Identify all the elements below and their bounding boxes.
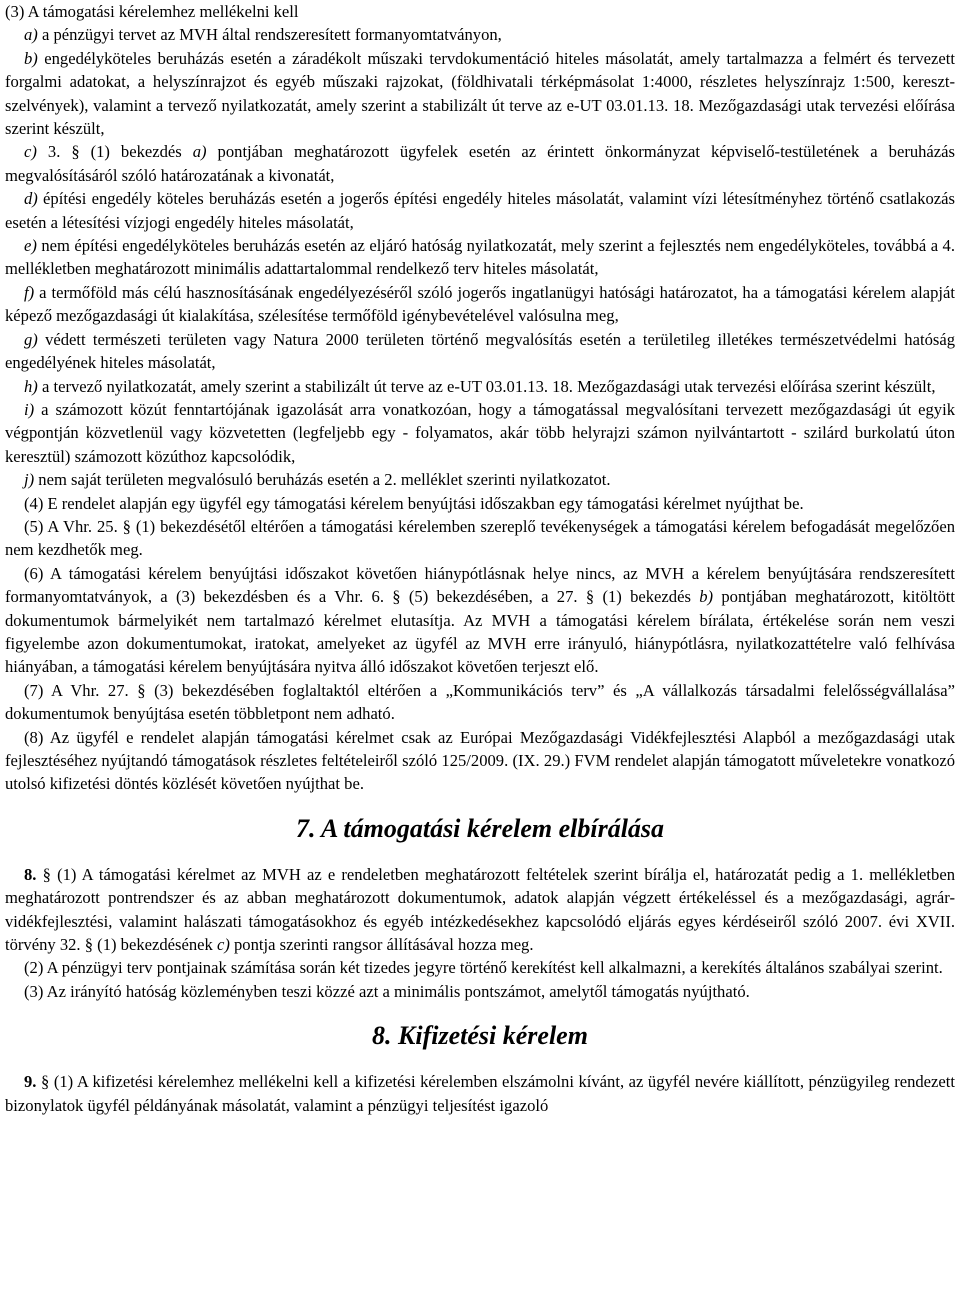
paragraph	[5, 234, 955, 281]
paragraph	[5, 863, 955, 957]
item-marker: g)	[24, 329, 38, 349]
item-marker: j)	[24, 470, 35, 490]
paragraph-text: pontjában meghatározott ügyfelek esetén az érintett önkormányzat képviselő-testületének a beruházás megvalósításáról szóló határozatának a kivonatát,	[5, 142, 955, 185]
paragraph-text: (3) A támogatási kérelemhez mellékelni kell	[5, 2, 299, 21]
paragraph-text: 3. § (1) bekezdés	[36, 142, 193, 162]
paragraph	[5, 328, 955, 375]
paragraph-text: védett természeti területen vagy Natura 2000 területen történő megvalósítás esetén a területileg illetékes természetvédelmi hatóság engedélyének hiteles másolatát,	[5, 329, 955, 373]
paragraph-text: (3) Az irányító hatóság közleményben teszi közzé azt a minimális pontszámot, amelytől támogatás nyújtható.	[24, 981, 750, 1001]
section-number: 9.	[24, 1072, 37, 1092]
paragraph-text: § (1) A támogatási kérelmet az MVH az e rendeletben meghatározott feltételek szerint bírálja el, határozatát pedig a 1. mellékletben meghatározott pontrendszer és az abban meghatározott dokumentumok, adatok alapján végzett értékeléssel és a mezőgazdasági, agrár-vidékfejlesztési, valamint halászati támogatásokhoz és egyéb intézkedésekhez kapcsolódó eljárás egyes kérdéseiről szóló 2007. évi XVII. törvény 32. § (1) bekezdésének	[5, 864, 955, 955]
paragraph	[5, 468, 955, 491]
paragraph-text: nem építési engedélyköteles beruházás esetén az eljáró hatóság nyilatkozatát, mely szerint a fejlesztés nem engedélyköteles, továbbá a 4. mellékletben meghatározott minimális adattartalommal rendelkező terv hiteles másolatát,	[5, 236, 955, 279]
paragraph-text: a termőföld más célú hasznosításának engedélyezéséről szóló jogerős ingatlanügyi hatósági határozatot, ha a támogatási kérelem alapját képező mezőgazdasági út kialakítása, szélesítése termőföld igénybevételével valósulna meg,	[5, 282, 955, 326]
paragraph-text: (5) A Vhr. 25. § (1) bekezdésétől eltérően a támogatási kérelemben szereplő tevékenységek a támogatási kérelem befogadását megelőzően nem kezdhetők meg.	[5, 516, 955, 560]
paragraph	[5, 562, 955, 679]
paragraph-text: (7) A Vhr. 27. § (3) bekezdésében foglaltaktól eltérően a „Kommunikációs terv” és „A vállalkozás társadalmi felelősségvállalása” dokumentumok benyújtása esetén többletpont nem adható.	[5, 680, 955, 724]
section-heading: 7. A támogatási kérelem elbírálása	[295, 813, 665, 843]
paragraph	[5, 515, 955, 562]
paragraph-text: a tervező nyilatkozatát, amely szerint a stabilizált út terve az e-UT 03.01.13. 18. Mezőgazdasági utak tervezési előírása szerint készült,	[37, 376, 936, 396]
paragraph	[5, 23, 955, 46]
paragraph	[5, 1070, 955, 1117]
item-marker: c)	[24, 142, 37, 162]
paragraph	[5, 47, 955, 141]
section-number: 8.	[24, 864, 37, 884]
paragraph	[5, 956, 955, 979]
paragraph	[5, 187, 955, 234]
paragraph	[5, 492, 955, 515]
paragraph	[5, 980, 955, 1003]
paragraph	[5, 0, 955, 23]
section-heading: 8. Kifizetési kérelem	[372, 1021, 588, 1051]
paragraph-text: (2) A pénzügyi terv pontjainak számítása során két tizedes jegyre történő kerekítést kell alkalmazni, a kerekítés általános szabályai szerint.	[24, 958, 943, 978]
item-marker: f)	[24, 282, 35, 302]
item-marker: b)	[699, 587, 714, 607]
item-marker: i)	[24, 399, 35, 419]
paragraph-text: nem saját területen megvalósuló beruházás esetén a 2. melléklet szerinti nyilatkozatot.	[34, 470, 611, 490]
item-marker: h)	[24, 376, 38, 396]
paragraph-text: (4) E rendelet alapján egy ügyfél egy támogatási kérelem benyújtási időszakban egy támogatási kérelmet nyújthat be.	[24, 493, 804, 513]
paragraph-text: (6) A támogatási kérelem benyújtási időszakot követően hiánypótlásnak helye nincs, az MVH a kérelem benyújtására rendszeresített formanyomtatványok, a (3) bekezdésben és a Vhr. 6. § (5) bekezdésében, a 27. § (1) bekezdés	[5, 563, 955, 607]
paragraph	[5, 281, 955, 328]
paragraph-text: a pénzügyi tervet az MVH által rendszeresített formanyomtatványon,	[37, 25, 502, 45]
item-marker: b)	[24, 48, 38, 68]
item-marker: a)	[24, 25, 38, 45]
item-marker: c)	[216, 935, 230, 955]
paragraph-text: a számozott közút fenntartójának igazolását arra vonatkozóan, hogy a támogatással megvalósítani tervezett mezőgazdasági út egyik végpontján közvetlenül vagy közvetetten (legfeljebb egy - folyamatos, akár több helyrajzi számon nyilvántartott - szilárd burkolatú úton keresztül) számozott közúthoz kapcsolódik,	[5, 399, 955, 466]
paragraph	[5, 726, 955, 796]
paragraph-text: engedélyköteles beruházás esetén a záradékolt műszaki tervdokumentáció hiteles másolatát, amely tartalmazza a felmért és tervezett forgalmi adatokat, a helyszínrajzot és egyéb műszaki rajzokat, (földhivatali térképmásolat 1:4000, részletes helyszínrajz 1:500, kereszt-szelvények), valamint a tervező nyilatkozatát, amely szerint a stabilizált út terve az e-UT 03.01.13. 18. Mezőgazdasági utak tervezési előírása szerint készült,	[5, 48, 955, 139]
item-marker: a)	[192, 142, 207, 162]
paragraph	[5, 140, 955, 187]
paragraph	[5, 398, 955, 468]
paragraph-text: építési engedély köteles beruházás esetén a jogerős építési engedély hiteles másolatát, valamint vízi létesítményhez történő csatlakozás esetén a létesítési vízjogi engedély hiteles másolatát,	[5, 189, 955, 232]
paragraph-text: § (1) A kifizetési kérelemhez mellékelni kell a kifizetési kérelemben elszámolni kívánt, az ügyfél nevére kiállított, pénzügyileg rendezett bizonylatok ügyfél példányának másolatát, valamint a pénzügyi teljesítést igazoló	[5, 1072, 955, 1115]
document-body	[5, 0, 955, 1117]
item-marker: d)	[24, 189, 38, 209]
paragraph-text: pontjában meghatározott, kitöltött dokumentumok bármelyikét nem tartalmazó kérelmet elutasítja. Az MVH a támogatási kérelem bírálata, értékelése során nem veszi figyelembe azon dokumentumokat, iratokat, amelyeket az ügyfél az MVH erre irányuló, hiánypótlásra, nyilatkozattételre való felhívása hiányában, a támogatási kérelem benyújtására nyitva álló időszakot követően terjeszt elő.	[5, 587, 956, 677]
paragraph-text: (8) Az ügyfél e rendelet alapján támogatási kérelmet csak az Európai Mezőgazdasági Vidékfejlesztési Alapból a mezőgazdasági utak fejlesztéséhez nyújtandó támogatások részletes feltételeiről szóló 125/2009. (IX. 29.) FVM rendelet alapján támogatott műveletekre vonatkozó utolsó kifizetési döntés közlését követően nyújthat be.	[5, 727, 955, 794]
paragraph	[5, 679, 955, 726]
item-marker: e)	[24, 236, 37, 256]
paragraph-text: pontja szerinti rangsor állításával hozza meg.	[229, 935, 534, 955]
paragraph	[5, 375, 955, 398]
